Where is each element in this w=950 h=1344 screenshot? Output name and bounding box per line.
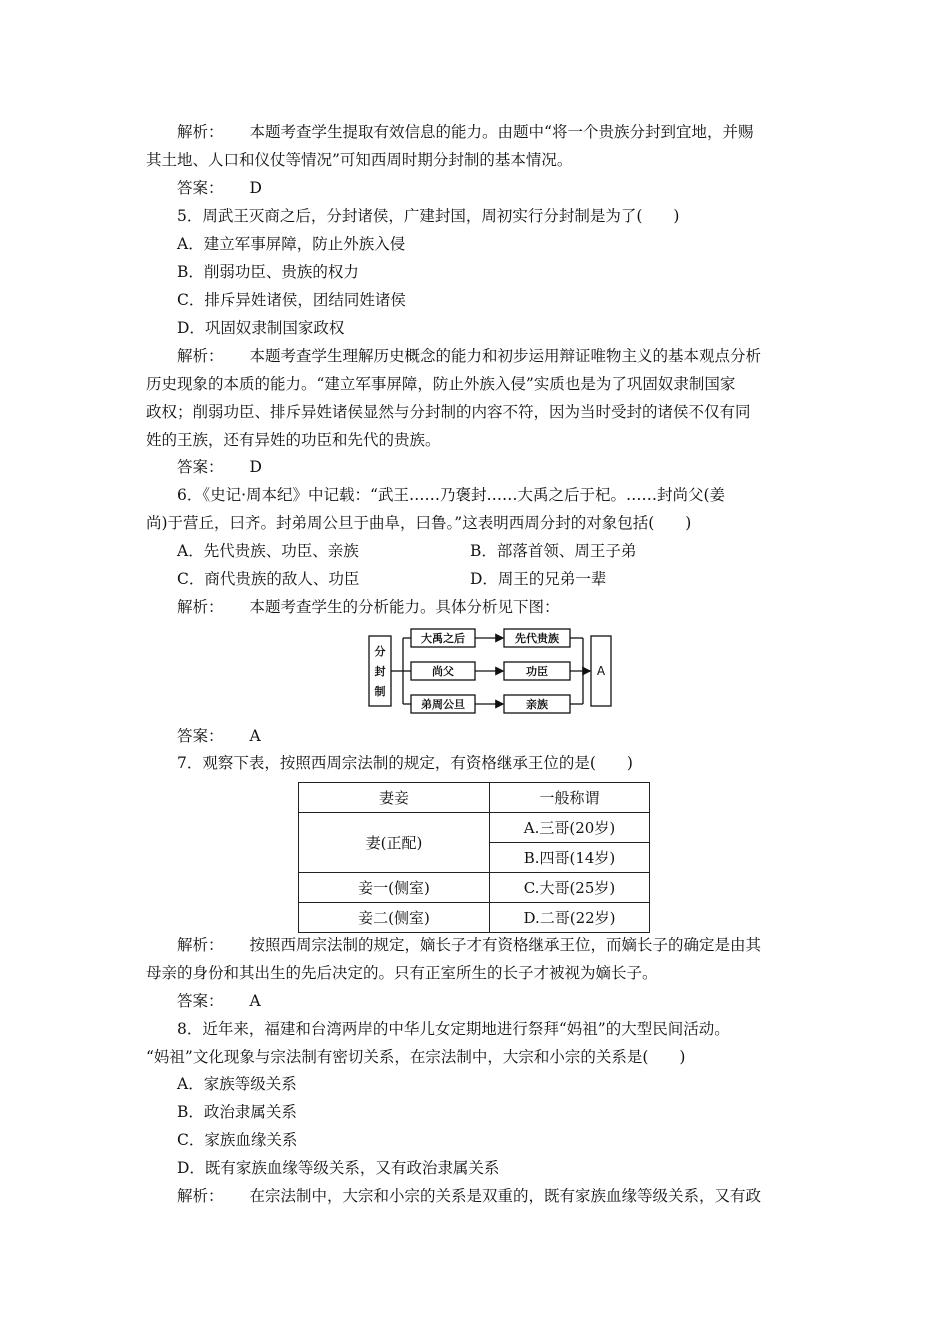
q7-analysis-line1: 解析： 按照西周宗法制的规定，嫡长子才有资格继承王位，而嫡长子的确定是由其 [177,936,762,954]
q8-stem-line1: 8．近年来，福建和台湾两岸的中华儿女定期地进行祭拜“妈祖”的大型民间活动。 [177,1020,730,1038]
q5-analysis-line2: 历史现象的本质的能力。“建立军事屏障，防止外族入侵”实质也是为了巩固奴隶制国家 [146,375,736,393]
q6-option-b: B．部落首领、周王子弟 [470,542,637,560]
q8-stem-line2: “妈祖”文化现象与宗法制有密切关系，在宗法制中，大宗和小宗的关系是( ) [146,1048,686,1066]
diagram-label-dayu: 大禹之后 [421,632,465,645]
q6-stem-line1: 6．《史记·周本纪》中记载：“武王……乃褒封……大禹之后于杞。……封尚父(姜 [177,486,726,504]
succession-table [298,782,650,933]
table-cell-son: A.三哥(20岁) [490,813,650,843]
diagram-root-char1: 分 [374,645,386,658]
q4-answer: 答案： D [177,179,262,197]
q6-option-c: C．商代贵族的敌人、功臣 [177,570,360,588]
q4-analysis-line2: 其土地、人口和仪仗等情况”可知西周时期分封制的基本情况。 [146,151,573,169]
q8-analysis: 解析： 在宗法制中，大宗和小宗的关系是双重的，既有家族血缘等级关系，又有政 [177,1187,762,1205]
table-header-wife: 妻妾 [299,783,490,813]
table-header-row [299,783,650,813]
diagram-result-label: A [596,664,606,678]
diagram-label-shangfu: 尚父 [432,665,454,678]
q8-option-a: A．家族等级关系 [177,1075,297,1093]
q4-analysis-line1: 解析： 本题考查学生提取有效信息的能力。由题中“将一个贵族分封到宜地，并赐 [177,123,754,141]
q5-analysis-line1: 解析： 本题考查学生理解历史概念的能力和初步运用辩证唯物主义的基本观点分析 [177,347,762,365]
table-cell-wife: 妾一(侧室) [299,873,490,903]
q5-answer: 答案： D [177,458,262,476]
q5-option-b: B．削弱功臣、贵族的权力 [177,263,359,281]
q5-option-a: A．建立军事屏障，防止外族入侵 [177,235,406,253]
q5-analysis-line3: 政权；削弱功臣、排斥异姓诸侯显然与分封制的内容不符，因为当时受封的诸侯不仅有同 [146,403,751,421]
q5-analysis-line4: 姓的王族，还有异姓的功臣和先代的贵族。 [146,431,441,449]
q8-option-c: C．家族血缘关系 [177,1131,298,1149]
diagram-label-gongchen: 功臣 [526,665,548,678]
table-row [299,873,650,903]
q6-answer: 答案： A [177,727,261,745]
q6-option-a: A．先代贵族、功臣、亲族 [177,542,359,560]
table-cell-son: C.大哥(25岁) [490,873,650,903]
q6-stem-line2: 尚)于营丘，曰齐。封弟周公旦于曲阜，曰鲁。”这表明西周分封的对象包括( ) [146,514,692,532]
table-row [299,813,650,843]
q6-option-d: D．周王的兄弟一辈 [470,570,607,588]
diagram-label-qinzu: 亲族 [526,698,548,711]
q7-analysis-line2: 母亲的身份和其出生的先后决定的。只有正室所生的长子才被视为嫡长子。 [146,964,658,982]
q6-analysis: 解析： 本题考查学生的分析能力。具体分析见下图： [177,598,560,616]
q7-stem: 7．观察下表，按照西周宗法制的规定，有资格继承王位的是( ) [177,754,633,772]
diagram-root-char2: 封 [374,665,386,678]
q8-option-d: D．既有家族血缘等级关系，又有政治隶属关系 [177,1159,500,1177]
diagram-label-xiandai: 先代贵族 [515,632,559,645]
table-cell-son: B.四哥(14岁) [490,843,650,873]
q8-option-b: B．政治隶属关系 [177,1103,297,1121]
q5-option-d: D．巩固奴隶制国家政权 [177,319,345,337]
diagram-label-zhougongdan: 弟周公旦 [421,698,465,711]
q7-answer: 答案： A [177,992,261,1010]
table-cell-wife: 妻(正配) [299,813,490,873]
q5-option-c: C．排斥异姓诸侯，团结同姓诸侯 [177,291,406,309]
table-cell-wife: 妾二(侧室) [299,903,490,933]
table-cell-son: D.二哥(22岁) [490,903,650,933]
enfeoffment-diagram [365,628,615,718]
table-row [299,903,650,933]
diagram-root-char3: 制 [374,685,386,698]
q5-stem: 5．周武王灭商之后，分封诸侯，广建封国，周初实行分封制是为了( ) [177,207,680,225]
table-header-title: 一般称谓 [490,783,650,813]
